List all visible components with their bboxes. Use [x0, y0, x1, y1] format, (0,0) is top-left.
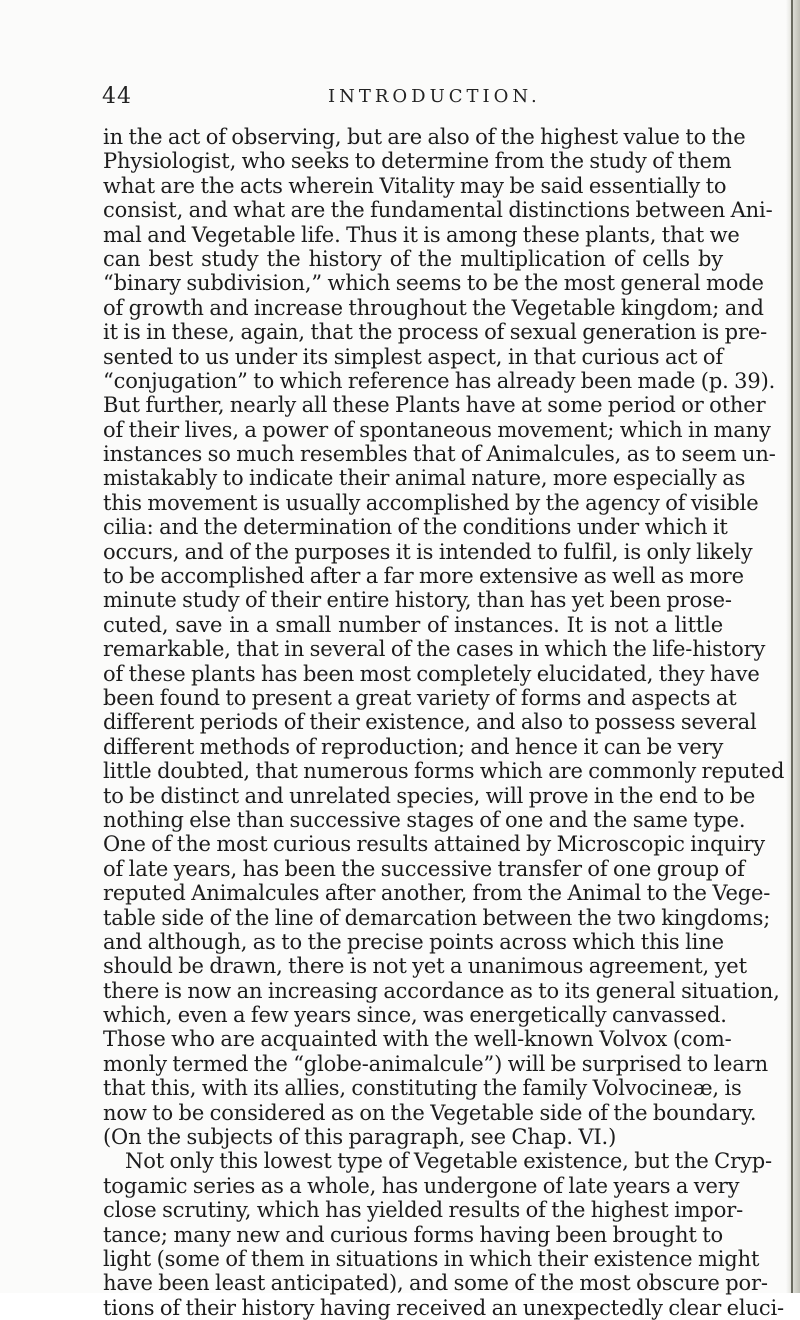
text-line: consist, and what are the fundamental distinctions between Ani-	[103, 198, 773, 223]
text-line: But further, nearly all these Plants have at some period or other	[103, 393, 766, 418]
text-line: “binary subdivision,” which seems to be the most general mode	[103, 271, 764, 296]
text-line: should be drawn, there is not yet a unanimous agreement, yet	[103, 954, 747, 979]
body-text	[103, 125, 785, 1320]
text-line: this movement is usually accomplished by the agency of visible	[103, 490, 759, 515]
text-line: nothing else than successive stages of one and the same type.	[103, 807, 746, 832]
text-line: mistakably to indicate their animal nature, more especially as	[103, 466, 746, 491]
text-line: little doubted, that numerous forms which are commonly reputed	[103, 759, 785, 784]
text-line: minute study of their entire history, than has yet been prose-	[103, 588, 732, 613]
text-line: light (some of them in situations in which their existence might	[103, 1246, 760, 1271]
text-line: sented to us under its simplest aspect, in that curious act of	[103, 344, 723, 369]
text-line: it is in these, again, that the process of sexual generation is pre-	[103, 320, 768, 345]
text-line: Not only this lowest type of Vegetable existence, but the Cryp-	[125, 1149, 772, 1174]
text-line: mal and Vegetable life. Thus it is among these plants, that we	[103, 222, 740, 247]
text-line: table side of the line of demarcation between the two kingdoms;	[103, 905, 771, 930]
text-line: different methods of reproduction; and hence it can be very	[103, 734, 724, 759]
text-line: reputed Animalcules after another, from the Animal to the Vege-	[103, 881, 771, 906]
text-line: there is now an increasing accordance as to its general situation,	[103, 978, 780, 1003]
page-header	[102, 84, 714, 118]
text-line: cuted, save in a small number of instances. It is not a little	[103, 612, 723, 637]
text-line: which, even a few years since, was energetically canvassed.	[103, 1003, 727, 1028]
text-line: of growth and increase throughout the Vegetable kingdom; and	[103, 295, 764, 320]
text-line: now to be considered as on the Vegetable side of the boundary.	[103, 1100, 757, 1125]
text-line: One of the most curious results attained by Microscopic inquiry	[103, 832, 765, 857]
text-line: “conjugation” to which reference has already been made (p. 39).	[103, 368, 776, 393]
running-title: INTRODUCTION.	[328, 86, 541, 107]
text-line: that this, with its allies, constituting the family Volvocineæ, is	[103, 1076, 742, 1101]
text-line: to be distinct and unrelated species, will prove in the end to be	[103, 783, 756, 808]
text-line: tance; many new and curious forms having been brought to	[103, 1222, 723, 1247]
text-line: of their lives, a power of spontaneous movement; which in many	[103, 417, 771, 442]
text-line: to be accomplished after a far more extensive as well as more	[103, 564, 744, 589]
text-line: in the act of observing, but are also of the highest value to the	[103, 125, 746, 149]
text-line: and although, as to the precise points across which this line	[103, 929, 724, 954]
text-line: have been least anticipated), and some of the most obscure por-	[103, 1271, 768, 1296]
text-line: tions of their history having received an unexpectedly clear eluci-	[103, 1295, 784, 1320]
text-line: togamic series as a whole, has undergone of late years a very	[103, 1173, 740, 1198]
text-line: of these plants has been most completely elucidated, they have	[103, 661, 760, 686]
text-line: different periods of their existence, and also to possess several	[103, 710, 757, 735]
text-line: cilia: and the determination of the conditions under which it	[103, 515, 728, 540]
text-line: occurs, and of the purposes it is intended to fulfil, is only likely	[103, 539, 753, 564]
page-edge-line	[791, 0, 793, 1293]
text-line: Physiologist, who seeks to determine from the study of them	[103, 149, 732, 174]
text-line: Those who are acquainted with the well-known Volvox (com-	[103, 1027, 732, 1052]
text-line: of late years, has been the successive transfer of one group of	[103, 856, 745, 881]
text-line: can best study the history of the multiplication of cells by	[103, 246, 723, 271]
page-edge-shadow	[786, 0, 800, 1293]
text-line: remarkable, that in several of the cases in which the life-history	[103, 637, 766, 662]
text-line: what are the acts wherein Vitality may be said essentially to	[103, 173, 727, 198]
text-line: been found to present a great variety of forms and aspects at	[103, 685, 737, 710]
text-line: monly termed the “globe-animalcule”) will be surprised to learn	[103, 1051, 768, 1076]
page-number: 44	[102, 84, 132, 109]
text-line: (On the subjects of this paragraph, see Chap. VI.)	[103, 1125, 617, 1150]
text-line: close scrutiny, which has yielded results of the highest impor-	[103, 1198, 744, 1223]
text-line: instances so much resembles that of Animalcules, as to seem un-	[103, 442, 776, 467]
